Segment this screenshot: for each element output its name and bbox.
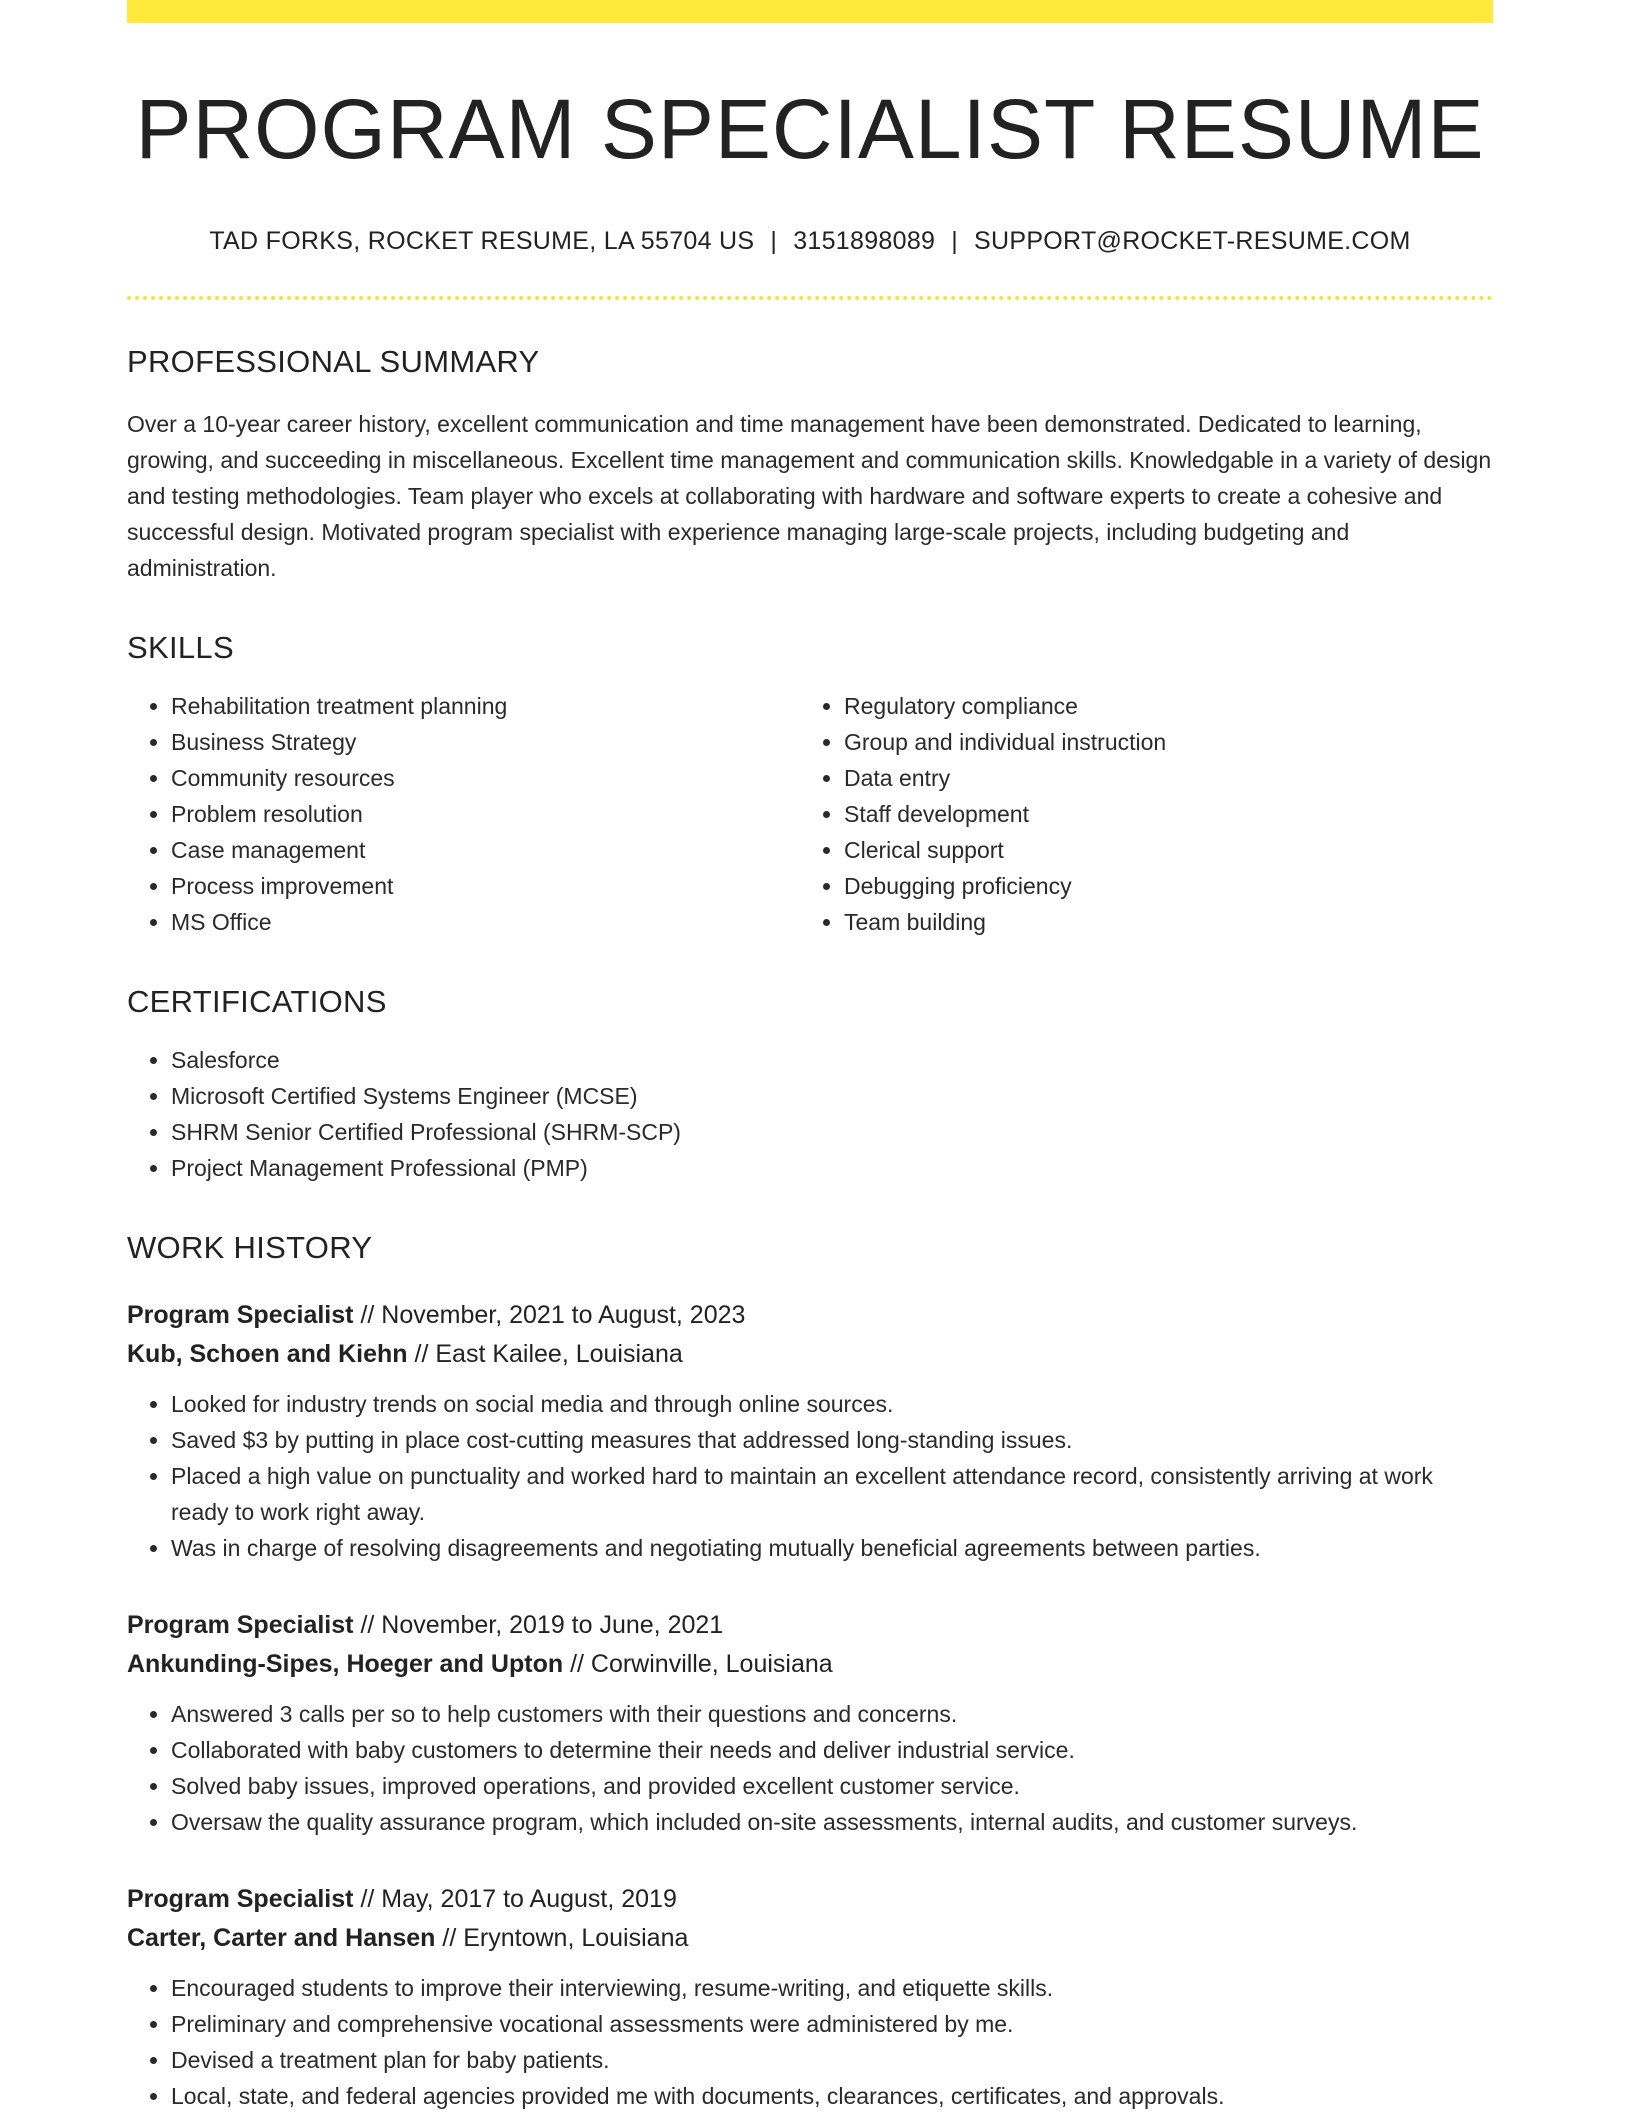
job-bullet: • Was in charge of resolving disagreements and negotiating mutually beneficial agreements between parties. (171, 1530, 1493, 1566)
skill-item: • Rehabilitation treatment planning (171, 688, 800, 724)
job-bullets (127, 1970, 1493, 2114)
job-title-line (127, 1296, 1493, 1335)
skills-heading: SKILLS (127, 630, 234, 666)
certifications-heading: CERTIFICATIONS (127, 984, 387, 1020)
certifications-list (127, 1042, 1493, 1186)
certification-item: • SHRM Senior Certified Professional (SHRM-SCP) (171, 1114, 1493, 1150)
dotted-divider (127, 296, 1493, 300)
skill-item: • Staff development (844, 796, 1473, 832)
contact-email: SUPPORT@ROCKET-RESUME.COM (974, 227, 1411, 256)
job-bullet: • Saved $3 by putting in place cost-cutting measures that addressed long-standing issues. (171, 1422, 1493, 1458)
job-location: // Eryntown, Louisiana (442, 1924, 689, 1953)
job-location: // East Kailee, Louisiana (414, 1340, 683, 1369)
certification-item: • Salesforce (171, 1042, 1493, 1078)
skill-item: • Problem resolution (171, 796, 800, 832)
skill-item: • Debugging proficiency (844, 868, 1473, 904)
contact-separator: | (951, 227, 959, 256)
job-bullets (127, 1386, 1493, 1566)
job-bullet: • Placed a high value on punctuality and worked hard to maintain an excellent attendance record, consistently arriving at work ready to work right away. (171, 1458, 1493, 1530)
job-dates: // November, 2019 to June, 2021 (360, 1611, 724, 1640)
skills-list-left (127, 688, 800, 940)
skill-item: • Community resources (171, 760, 800, 796)
work-history-heading: WORK HISTORY (127, 1230, 373, 1266)
job-dates: // November, 2021 to August, 2023 (360, 1301, 746, 1330)
skill-item: • Team building (844, 904, 1473, 940)
job-bullet: • Encouraged students to improve their interviewing, resume-writing, and etiquette skills. (171, 1970, 1493, 2006)
job-bullet: • Answered 3 calls per so to help customers with their questions and concerns. (171, 1696, 1493, 1732)
contact-address: TAD FORKS, ROCKET RESUME, LA 55704 US (209, 227, 755, 256)
job-company-line (127, 1645, 1493, 1684)
resume-page (127, 0, 1493, 2114)
contact-phone: 3151898089 (793, 227, 936, 256)
certification-item: • Project Management Professional (PMP) (171, 1150, 1493, 1186)
summary-heading: PROFESSIONAL SUMMARY (127, 344, 540, 380)
job-bullet: • Devised a treatment plan for baby patients. (171, 2042, 1493, 2078)
contact-line (127, 227, 1493, 256)
accent-bar (127, 0, 1493, 23)
skill-item: • MS Office (171, 904, 800, 940)
job-bullet: • Preliminary and comprehensive vocational assessments were administered by me. (171, 2006, 1493, 2042)
job-title: Program Specialist (127, 1301, 354, 1330)
skills-list-right (800, 688, 1473, 940)
job-company-line (127, 1919, 1493, 1958)
certification-item: • Microsoft Certified Systems Engineer (MCSE) (171, 1078, 1493, 1114)
skills-columns (127, 688, 1493, 940)
job-bullet: • Local, state, and federal agencies provided me with documents, clearances, certificates, and approvals. (171, 2078, 1493, 2114)
job-entry (127, 1606, 1493, 1840)
job-entry (127, 1296, 1493, 1566)
skill-item: • Clerical support (844, 832, 1473, 868)
job-title: Program Specialist (127, 1885, 354, 1914)
contact-separator: | (770, 227, 778, 256)
skill-item: • Case management (171, 832, 800, 868)
page-title: PROGRAM SPECIALIST RESUME (135, 82, 1485, 176)
skill-item: • Business Strategy (171, 724, 800, 760)
job-title: Program Specialist (127, 1611, 354, 1640)
skill-item: • Data entry (844, 760, 1473, 796)
job-bullet: • Collaborated with baby customers to determine their needs and deliver industrial service. (171, 1732, 1493, 1768)
skill-item: • Group and individual instruction (844, 724, 1473, 760)
skill-item: • Regulatory compliance (844, 688, 1473, 724)
job-company: Kub, Schoen and Kiehn (127, 1340, 408, 1369)
job-company: Carter, Carter and Hansen (127, 1924, 436, 1953)
job-bullets (127, 1696, 1493, 1840)
job-bullet: • Oversaw the quality assurance program, which included on-site assessments, internal audits, and customer surveys. (171, 1804, 1493, 1840)
summary-text: Over a 10-year career history, excellent communication and time management have been demonstrated. Dedicated to learning, growing, and succeeding in miscellaneous. Excellent time management and communication skills. Knowledgable in a variety of design and testing methodologies. Team player who excels at collaborating with hardware and software experts to create a cohesive and successful design. Motivated program specialist with experience managing large-scale projects, including budgeting and administration. (127, 411, 1492, 582)
job-company-line (127, 1335, 1493, 1374)
job-company: Ankunding-Sipes, Hoeger and Upton (127, 1650, 564, 1679)
job-location: // Corwinville, Louisiana (570, 1650, 833, 1679)
job-entry (127, 1880, 1493, 2114)
job-dates: // May, 2017 to August, 2019 (360, 1885, 677, 1914)
job-title-line (127, 1880, 1493, 1919)
job-bullet: • Solved baby issues, improved operations, and provided excellent customer service. (171, 1768, 1493, 1804)
job-bullet: • Looked for industry trends on social media and through online sources. (171, 1386, 1493, 1422)
job-title-line (127, 1606, 1493, 1645)
skill-item: • Process improvement (171, 868, 800, 904)
